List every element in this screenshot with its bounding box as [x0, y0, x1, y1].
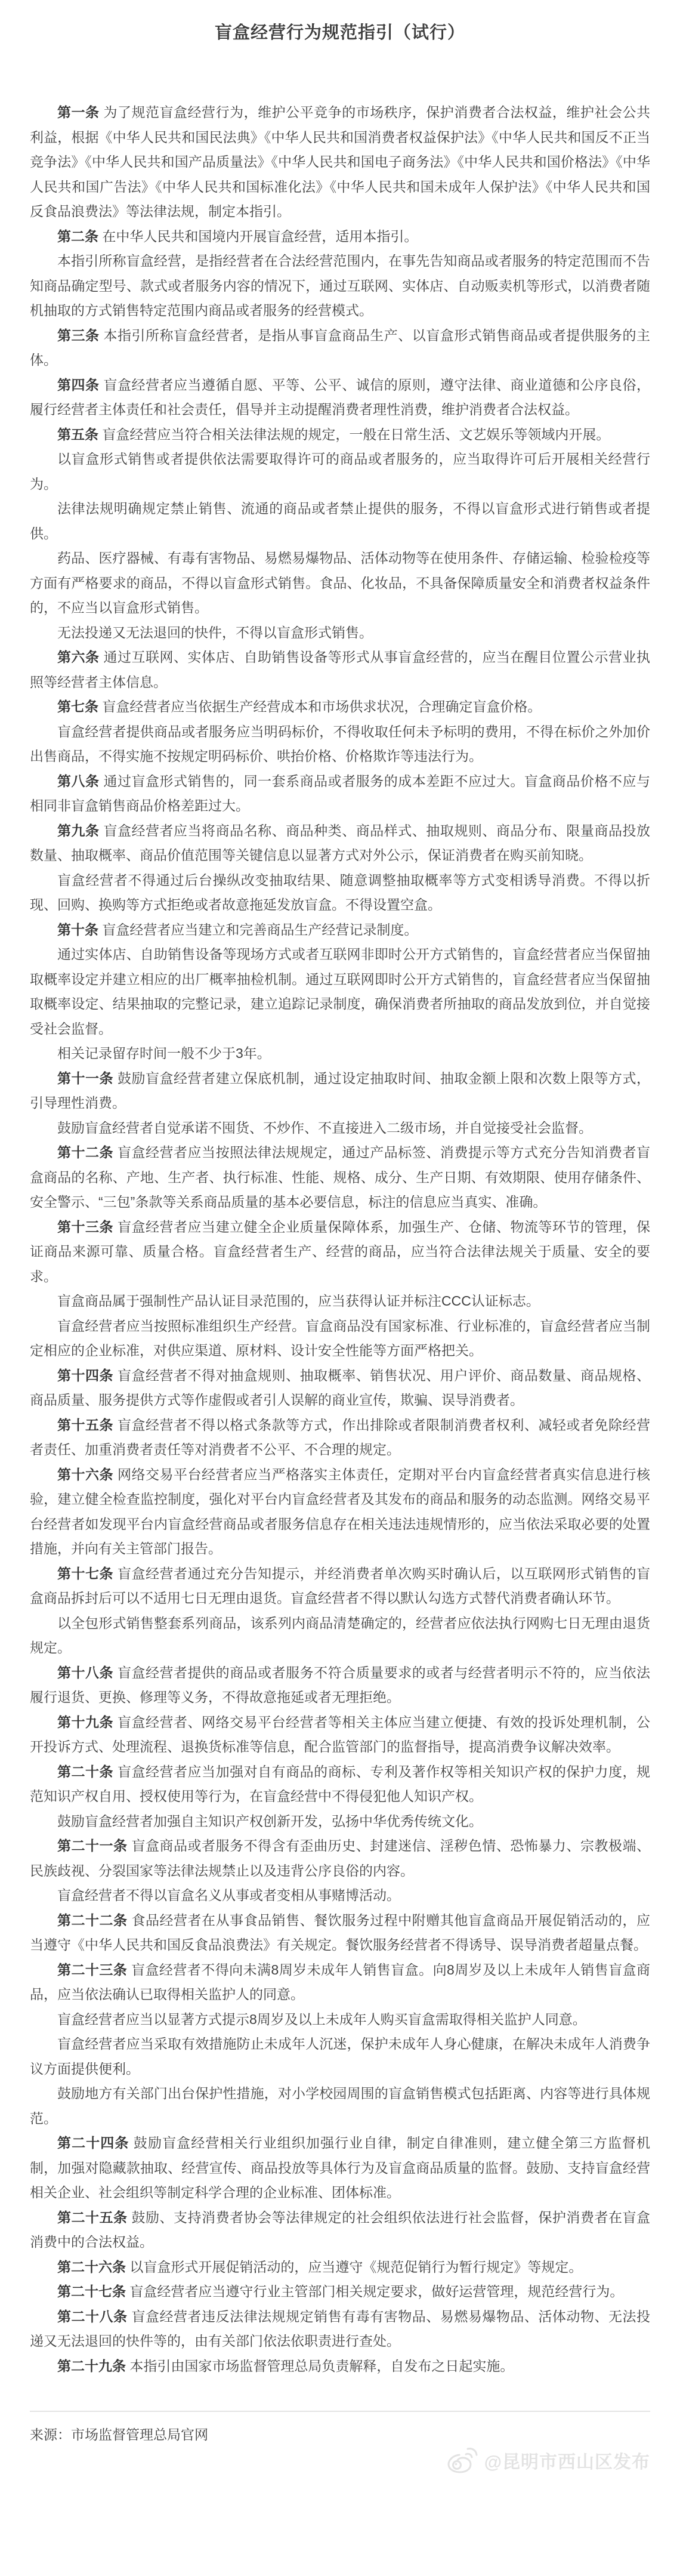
article-number: 第二十六条 [57, 2259, 130, 2275]
article-paragraph: 盲盒商品属于强制性产品认证目录范围的，应当获得认证并标注CCC认证标志。 [57, 1293, 540, 1309]
article-number: 第十三条 [57, 1218, 118, 1235]
article-paragraph: 第二十五条 鼓励、支持消费者协会等法律规定的社会组织依法进行社会监督，保护消费者在盲盒消费中的合法权益。 [30, 2209, 651, 2250]
article-number: 第十四条 [57, 1367, 118, 1383]
article-paragraph: 第二十一条 盲盒商品或者服务不得含有歪曲历史、封建迷信、淫秽色情、恐怖暴力、宗教极端、民族歧视、分裂国家等法律法规禁止以及违背公序良俗的内容。 [30, 1838, 651, 1878]
article-number: 第十六条 [57, 1466, 118, 1482]
article-number: 第一条 [57, 104, 104, 120]
page-title: 盲盒经营行为规范指引（试行） [214, 23, 465, 42]
article-paragraph: 第七条 盲盒经营者应当依据生产经营成本和市场供求状况，合理确定盲盒价格。 [57, 699, 542, 714]
article-number: 第八条 [57, 773, 104, 789]
article-paragraph: 以全包形式销售整套系列商品，该系列内商品清楚确定的，经营者应依法执行网购七日无理由退货规定。 [30, 1615, 650, 1655]
article-paragraph: 药品、医疗器械、有毒有害物品、易燃易爆物品、活体动物等在使用条件、存储运输、检验检疫等方面有严格要求的商品，不得以盲盒形式销售。食品、化妆品，不具备保障质量安全和消费者权益条件的，不应当以盲盒形式销售。 [30, 550, 650, 615]
article-paragraph: 盲盒经营者应当按照标准组织生产经营。盲盒商品没有国家标准、行业标准的，盲盒经营者应当制定相应的企业标准，对供应渠道、原材料、设计安全性能等方面严格把关。 [30, 1318, 650, 1358]
article-paragraph: 第一条 为了规范盲盒经营行为，维护公平竞争的市场秩序，保护消费者合法权益，维护社会公共利益，根据《中华人民共和国民法典》《中华人民共和国消费者权益保护法》《中华人民共和国反不正当竞争法》《中华人民共和国产品质量法》《中华人民共和国电子商务法》《中华人民共和国价格法》《中华人民共和国广告法》《中华人民共和国标准化法》《中华人民共和国未成年人保护法》《中华人民共和国反食品浪费法》等法律法规，制定本指引。 [30, 104, 651, 219]
article-paragraph: 鼓励盲盒经营者加强自主知识产权创新开发，弘扬中华优秀传统文化。 [57, 1813, 483, 1829]
article-paragraph: 第四条 盲盒经营者应当遵循自愿、平等、公平、诚信的原则，遵守法律、商业道德和公序良俗，履行经营者主体责任和社会责任，倡导并主动提醒消费者理性消费，维护消费者合法权益。 [30, 377, 651, 417]
watermark-text: @昆明市西山区发布 [484, 2452, 650, 2472]
article-paragraph: 法律法规明确规定禁止销售、流通的商品或者禁止提供的服务，不得以盲盒形式进行销售或者提供。 [30, 501, 650, 541]
article-paragraph: 鼓励地方有关部门出台保护性措施，对小学校园周围的盲盒销售模式包括距离、内容等进行具体规范。 [30, 2086, 650, 2126]
weibo-icon [446, 2447, 478, 2474]
article-number: 第七条 [57, 699, 103, 714]
article-number: 第十九条 [57, 1714, 118, 1730]
article-paragraph: 盲盒经营者应当以显著方式提示8周岁及以上未成年人购买盲盒需取得相关监护人同意。 [57, 2011, 586, 2027]
article-number: 第二十一条 [57, 1838, 132, 1853]
article-number: 第二条 [57, 228, 103, 244]
article-number: 第十一条 [57, 1070, 118, 1086]
article-paragraph: 第十一条 鼓励盲盒经营者建立保底机制，通过设定抽取时间、抽取金额上限和次数上限等方式，引导理性消费。 [30, 1070, 651, 1110]
article-paragraph: 第八条 通过盲盒形式销售的，同一套系商品或者服务的成本差距不应过大。盲盒商品价格不应与相同非盲盒销售商品价格差距过大。 [30, 773, 651, 813]
article-number: 第二十二条 [57, 1912, 132, 1928]
article-paragraph: 第二十条 盲盒经营者应当加强对自有商品的商标、专利及著作权等相关知识产权的保护力度，规范知识产权自用、授权使用等行为，在盲盒经营中不得侵犯他人知识产权。 [30, 1763, 651, 1804]
article-number: 第二十四条 [57, 2135, 134, 2151]
article-number: 第二十九条 [57, 2358, 130, 2374]
article-paragraph: 第十三条 盲盒经营者应当建立健全企业质量保障体系，加强生产、仓储、物流等环节的管理，保证商品来源可靠、质量合格。盲盒经营者生产、经营的商品，应当符合法律法规关于质量、安全的要求。 [30, 1218, 651, 1284]
article-paragraph: 第二十九条 本指引由国家市场监督管理总局负责解释，自发布之日起实施。 [57, 2358, 514, 2374]
article-paragraph: 第三条 本指引所称盲盒经营者，是指从事盲盒商品生产、以盲盒形式销售商品或者提供服务的主体。 [30, 327, 651, 368]
article-number: 第二十八条 [57, 2308, 132, 2324]
article-paragraph: 无法投递又无法退回的快件，不得以盲盒形式销售。 [57, 624, 373, 640]
article-paragraph: 第二十三条 盲盒经营者不得向未满8周岁未成年人销售盲盒。向8周岁及以上未成年人销售盲盒商品，应当依法确认已取得相关监护人的同意。 [30, 1961, 650, 2002]
article-number: 第六条 [57, 649, 104, 665]
article-paragraph: 鼓励盲盒经营者自觉承诺不囤货、不炒作、不直接进入二级市场，并自觉接受社会监督。 [57, 1119, 592, 1136]
article-paragraph: 盲盒经营者应当采取有效措施防止未成年人沉迷，保护未成年人身心健康，在解决未成年人消费争议方面提供便利。 [30, 2036, 650, 2077]
article-paragraph: 第十条 盲盒经营者应当建立和完善商品生产经营记录制度。 [57, 921, 418, 937]
article-paragraph: 第十八条 盲盒经营者提供的商品或者服务不符合质量要求的或者与经营者明示不符的，应当依法履行退货、更换、修理等义务，不得故意拖延或者无理拒绝。 [30, 1664, 651, 1705]
article-number: 第九条 [57, 822, 104, 838]
article-paragraph: 盲盒经营者提供商品或者服务应当明码标价，不得收取任何未予标明的费用，不得在标价之外加价出售商品，不得实施不按规定明码标价、哄抬价格、价格欺诈等违法行为。 [30, 723, 650, 764]
article-paragraph: 第十七条 盲盒经营者通过充分告知提示，并经消费者单次购买时确认后，以互联网形式销售的盲盒商品拆封后可以不适用七日无理由退货。盲盒经营者不得以默认勾选方式替代消费者确认环节。 [30, 1565, 651, 1606]
article-number: 第十七条 [57, 1565, 118, 1581]
article-paragraph: 本指引所称盲盒经营，是指经营者在合法经营范围内，在事先告知商品或者服务的特定范围而不告知商品确定型号、款式或者服务内容的情况下，通过互联网、实体店、自动贩卖机等形式，以消费者随机抽取的方式销售特定范围内商品或者服务的经营模式。 [30, 253, 650, 318]
divider [30, 2411, 650, 2412]
article-paragraph: 以盲盒形式销售或者提供依法需要取得许可的商品或者服务的，应当取得许可后开展相关经营行为。 [30, 451, 650, 492]
article-paragraph: 第二十六条 以盲盒形式开展促销活动的，应当遵守《规范促销行为暂行规定》等规定。 [57, 2259, 583, 2275]
article-number: 第十五条 [57, 1417, 118, 1433]
article-paragraph: 相关记录留存时间一般不少于3年。 [57, 1045, 271, 1061]
source-line: 来源：市场监督管理总局官网 [30, 2427, 208, 2442]
watermark [30, 2447, 650, 2478]
article-paragraph: 第十六条 网络交易平台经营者应当严格落实主体责任，定期对平台内盲盒经营者真实信息进行核验，建立健全检查监控制度，强化对平台内盲盒经营者及其发布的商品和服务的动态监测。网络交易平台经营者如发现平台内盲盒经营商品或者服务信息存在相关违法违规情形的，应当依法采取必要的处置措施，并向有关主管部门报告。 [30, 1466, 651, 1556]
article-paragraph: 第十九条 盲盒经营者、网络交易平台经营者等相关主体应当建立便捷、有效的投诉处理机制，公开投诉方式、处理流程、退换货标准等信息，配合监管部门的监督指导，提高消费争议解决效率。 [30, 1714, 651, 1754]
article-number: 第二十七条 [57, 2284, 130, 2299]
article-number: 第十条 [57, 921, 103, 937]
article-paragraph: 盲盒经营者不得以盲盒名义从事或者变相从事赌博活动。 [57, 1887, 400, 1903]
article-paragraph: 第九条 盲盒经营者应当将商品名称、商品种类、商品样式、抽取规则、商品分布、限量商品投放数量、抽取概率、商品价值范围等关键信息以显著方式对外公示，保证消费者在购买前知晓。 [30, 822, 651, 863]
article-paragraph: 第六条 通过互联网、实体店、自助销售设备等形式从事盲盒经营的，应当在醒目位置公示营业执照等经营者主体信息。 [30, 649, 651, 690]
article-number: 第二十五条 [57, 2209, 132, 2225]
article-number: 第十八条 [57, 1664, 118, 1680]
article-paragraph: 第二十七条 盲盒经营者应当遵守行业主管部门相关规定要求，做好运营管理，规范经营行为。 [57, 2284, 624, 2299]
article-number: 第十二条 [57, 1144, 118, 1160]
article-body [30, 100, 650, 2378]
article-number: 第二十三条 [57, 1961, 132, 1977]
article-paragraph: 第二条 在中华人民共和国境内开展盲盒经营，适用本指引。 [57, 228, 418, 244]
article-paragraph: 第二十四条 鼓励盲盒经营相关行业组织加强行业自律，制定自律准则，建立健全第三方监督机制，加强对隐藏款抽取、经营宣传、商品投放等具体行为及盲盒商品质量的监督。鼓励、支持盲盒经营相关企业、社会组织等制定科学合理的企业标准、团体标准。 [30, 2135, 651, 2200]
article-paragraph: 第十二条 盲盒经营者应当按照法律法规规定，通过产品标签、消费提示等方式充分告知消费者盲盒商品的名称、产地、生产者、执行标准、性能、规格、成分、生产日期、有效期限、使用存储条件、安全警示、“三包”条款等关系商品质量的基本必要信息，标注的信息应当真实、准确。 [30, 1144, 651, 1210]
article-paragraph: 盲盒经营者不得通过后台操纵改变抽取结果、随意调整抽取概率等方式变相诱导消费。不得以折现、回购、换购等方式拒绝或者故意拖延发放盲盒。不得设置空盒。 [30, 872, 650, 912]
article-paragraph: 第十五条 盲盒经营者不得以格式条款等方式，作出排除或者限制消费者权利、减轻或者免除经营者责任、加重消费者责任等对消费者不公平、不合理的规定。 [30, 1417, 651, 1457]
article-paragraph: 第二十二条 食品经营者在从事食品销售、餐饮服务过程中附赠其他盲盒商品开展促销活动的，应当遵守《中华人民共和国反食品浪费法》有关规定。餐饮服务经营者不得诱导、误导消费者超量点餐。 [30, 1912, 651, 1952]
article-paragraph: 第五条 盲盒经营应当符合相关法律法规的规定，一般在日常生活、文艺娱乐等领域内开展。 [57, 426, 610, 442]
article-number: 第二十条 [57, 1763, 118, 1779]
article-number: 第三条 [57, 327, 104, 343]
article-paragraph: 通过实体店、自助销售设备等现场方式或者互联网非即时公开方式销售的，盲盒经营者应当保留抽取概率设定并建立相应的出厂概率抽检机制。通过互联网即时公开方式销售的，盲盒经营者应当保留抽取概率设定、结果抽取的完整记录，建立追踪记录制度，确保消费者所抽取的商品发放到位，并自觉接受社会监督。 [30, 946, 650, 1036]
article-paragraph: 第十四条 盲盒经营者不得对抽盒规则、抽取概率、销售状况、用户评价、商品数量、商品规格、商品质量、服务提供方式等作虚假或者引人误解的商业宣传，欺骗、误导消费者。 [30, 1367, 651, 1408]
article-number: 第四条 [57, 377, 104, 393]
article-number: 第五条 [57, 426, 103, 442]
article-paragraph: 第二十八条 盲盒经营者违反法律法规规定销售有毒有害物品、易燃易爆物品、活体动物、无法投递又无法退回的快件等的，由有关部门依法依职责进行查处。 [30, 2308, 651, 2349]
